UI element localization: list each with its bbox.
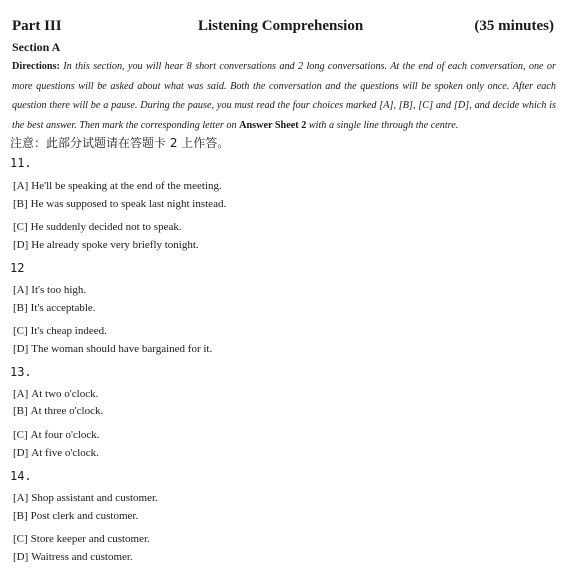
question-number: 12 [10,261,25,275]
choice-item [13,325,107,337]
page-header [12,18,554,40]
choice-item [13,429,100,441]
choice-text: At five o'clock. [31,447,99,459]
choice-item [13,302,96,314]
choice-text: The woman should have bargained for it. [31,343,213,355]
choice-item [13,533,150,545]
choice-letter: [A] [13,388,29,400]
choice-item [13,447,99,459]
choice-text: Waitress and customer. [31,551,133,563]
choice-text: It's too high. [31,284,87,296]
choice-letter: [B] [13,198,28,210]
choice-letter: [A] [13,180,29,192]
choice-text: At three o'clock. [30,405,104,417]
directions-label: Directions: [12,61,60,72]
choice-letter: [C] [13,533,28,545]
choice-item [13,284,86,296]
choice-text: Shop assistant and customer. [31,492,158,504]
question-number: 14. [10,469,32,483]
choice-text: At two o'clock. [31,388,99,400]
choice-text: Post clerk and customer. [30,510,139,522]
choice-item [13,492,158,504]
choice-text: It's acceptable. [30,302,96,314]
choice-letter: [A] [13,284,29,296]
choice-letter: [B] [13,510,28,522]
choice-item [13,239,199,251]
choice-letter: [C] [13,325,28,337]
question-number: 13. [10,365,32,379]
choice-item [13,551,133,563]
choice-letter: [B] [13,405,28,417]
choice-item [13,388,98,400]
part-label: Part III [12,18,62,34]
answer-sheet-label: Answer Sheet 2 [239,119,307,131]
choice-item [13,221,182,233]
choice-text: He'll be speaking at the end of the meeting. [31,180,222,192]
section-title: Listening Comprehension [198,18,364,34]
choice-item [13,405,103,417]
choice-item [13,510,138,522]
choice-text: It's cheap indeed. [30,325,107,337]
choice-letter: [D] [13,239,29,251]
directions-paragraph [12,57,556,135]
choice-letter: [D] [13,551,29,563]
choice-item [13,180,222,192]
choice-item [13,343,212,355]
choice-text: At four o'clock. [30,429,100,441]
duration-label: (35 minutes) [474,18,554,34]
choice-letter: [A] [13,492,29,504]
choice-letter: [D] [13,343,29,355]
section-heading: Section A [12,40,61,54]
choice-text: He suddenly decided not to speak. [30,221,182,233]
choice-letter: [D] [13,447,29,459]
choice-letter: [C] [13,221,28,233]
choice-text: He was supposed to speak last night instead. [30,198,227,210]
question-number: 11. [10,156,32,170]
choice-item [13,198,226,210]
choice-text: Store keeper and customer. [30,533,150,545]
directions-text-1: In this section, you will hear 8 short conversations and 2 long conversations. At the end of each conversation, one or more questions will be asked about what was said. Both the conversation and the questions will be spoken only once. After each question there will be a pause. During the pause, you must read the four choices marked [A], [B], [C] and [D], and decide which is the best answer. Then mark the corresponding letter on [12,61,556,131]
choice-letter: [C] [13,429,28,441]
choice-text: He already spoke very briefly tonight. [31,239,199,251]
choice-letter: [B] [13,302,28,314]
answer-note: 注意：此部分试题请在答题卡 2 上作答。 [10,136,230,150]
directions-text-2: with a single line through the centre. [306,119,459,131]
